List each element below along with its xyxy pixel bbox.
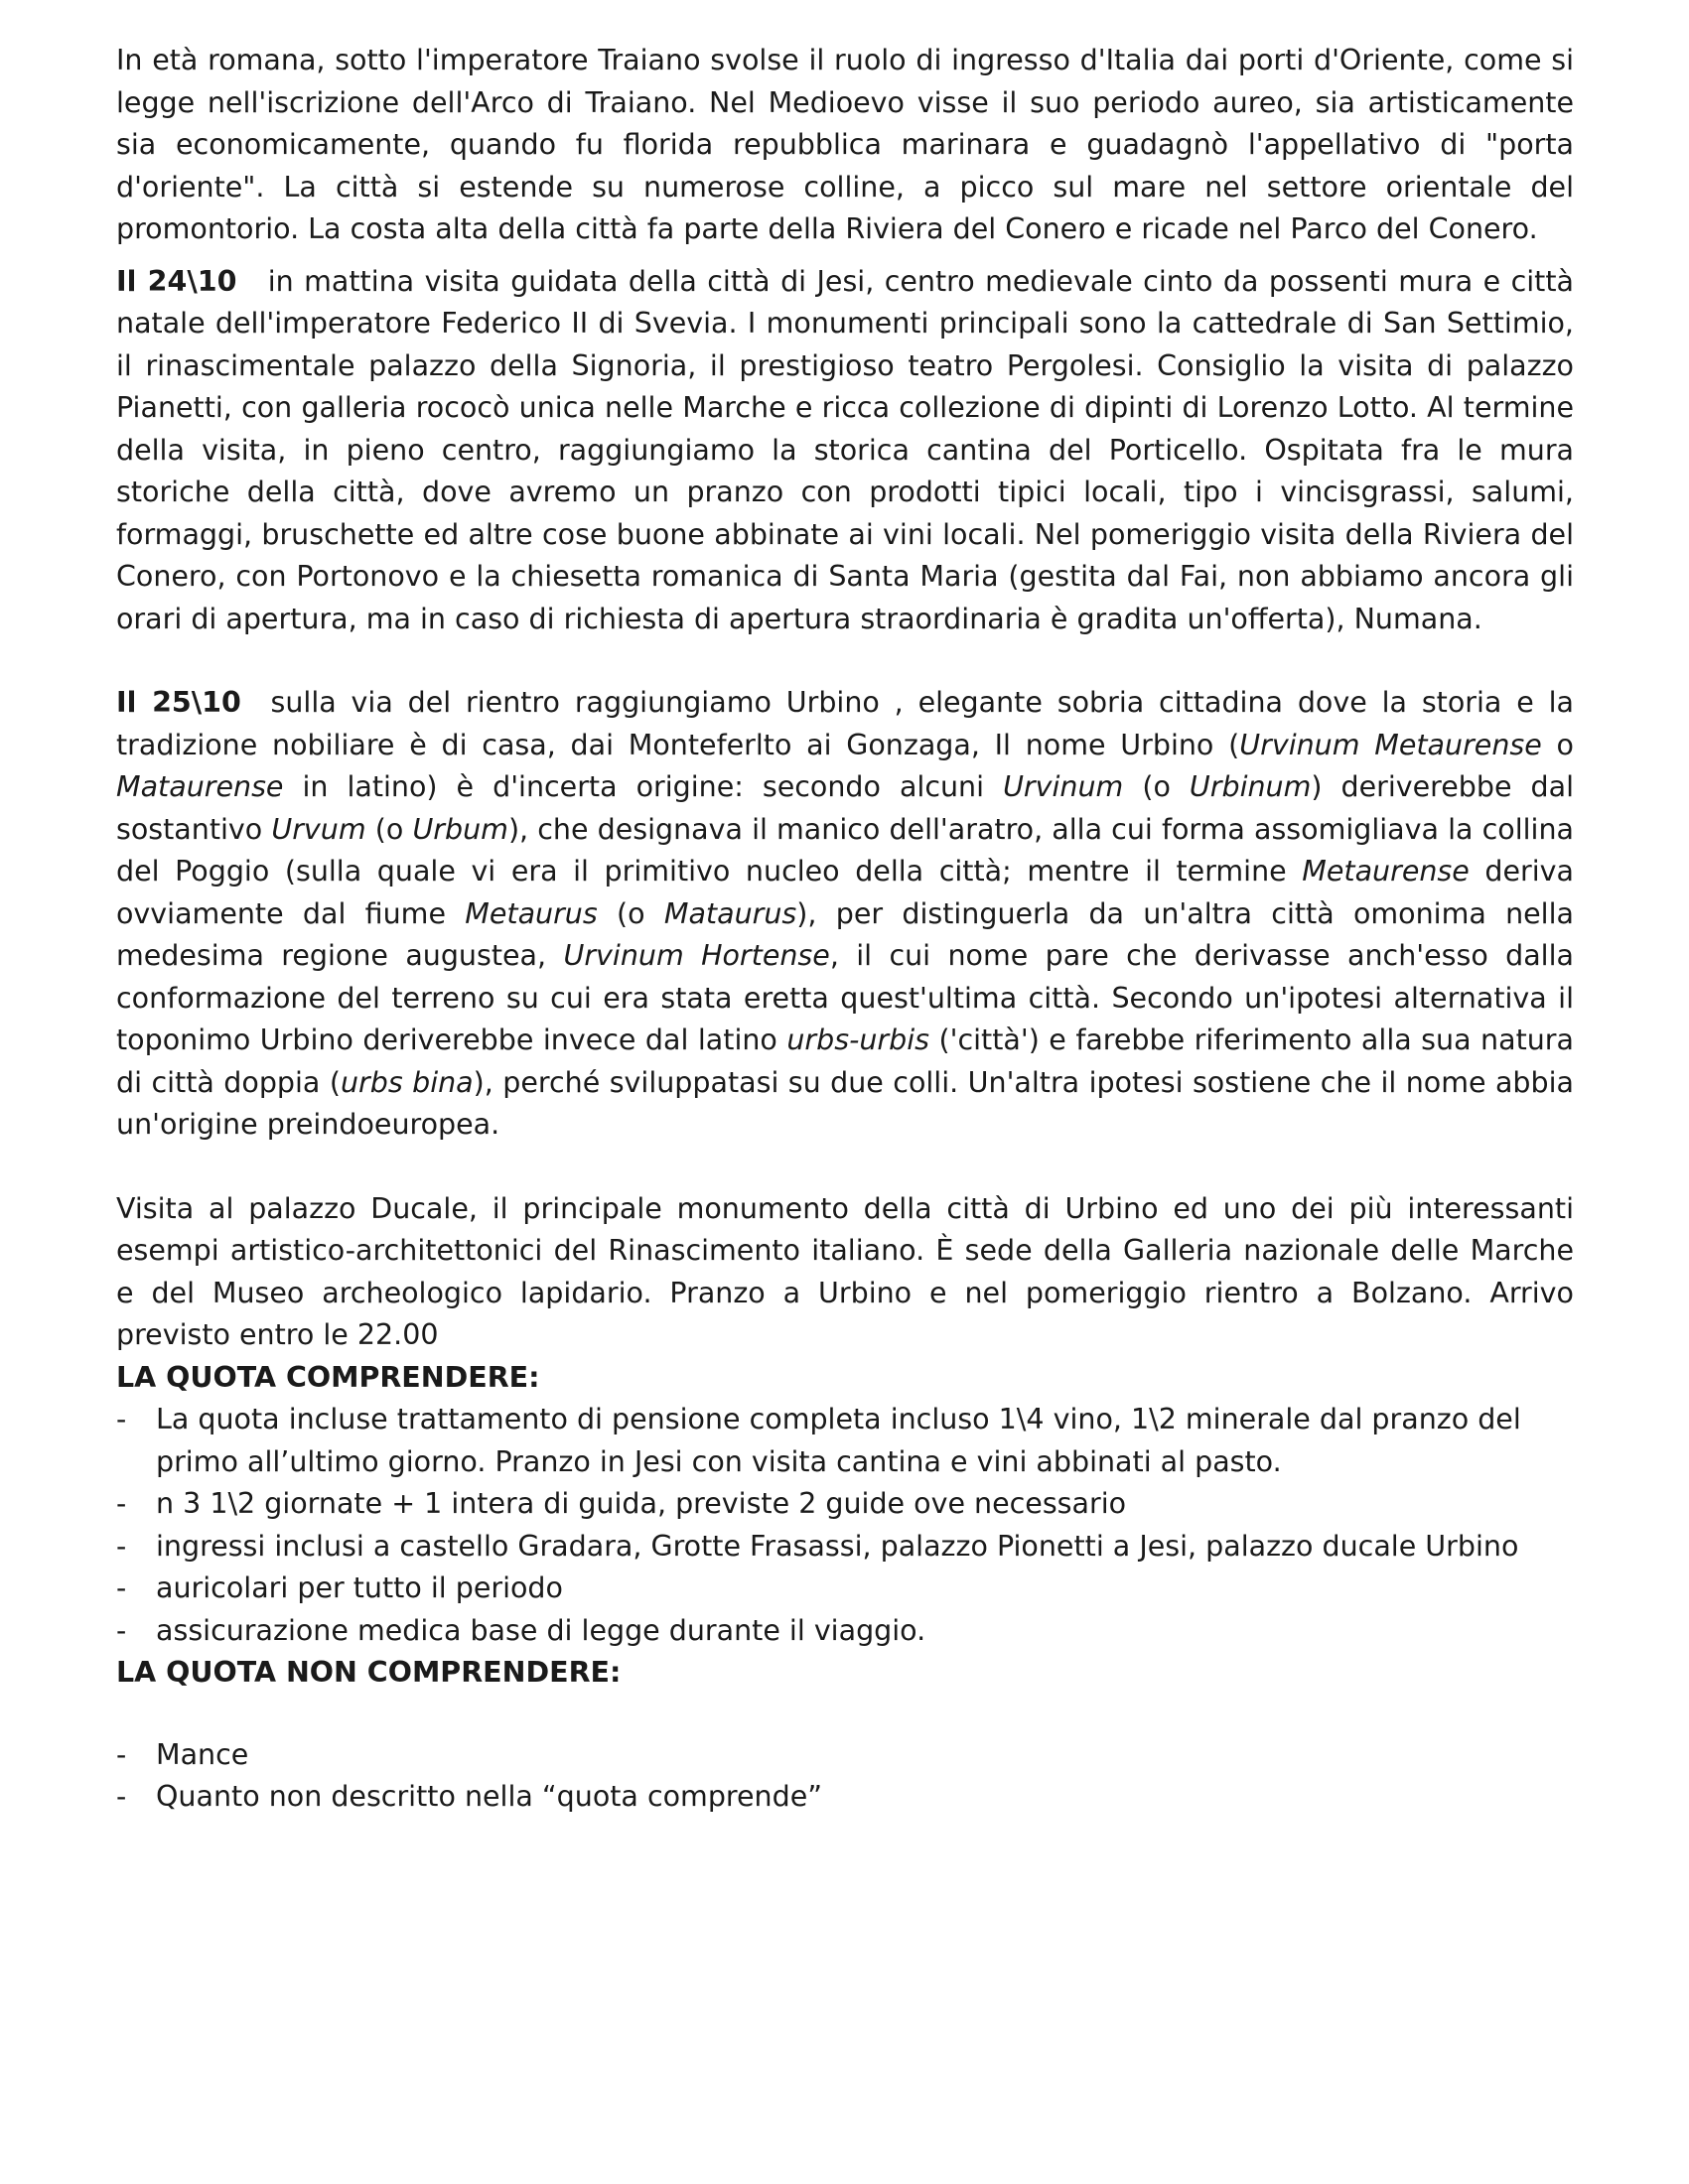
day-25-text-7: ), che designava il manico dell'aratro, alla cui forma assomigliava la collina del Poggio (sulla quale vi era il primitivo nucleo della città; mentre il termine [116,812,1574,887]
day-25-italic-12: urbs bina [340,1065,474,1099]
day-25-paragraph [116,682,1574,1147]
day-25-text-6: (o [365,812,413,846]
list-item-text: ingressi inclusi a castello Gradara, Grotte Frasassi, palazzo Pionetti a Jesi, palazzo ducale Urbino [156,1529,1519,1563]
list-item-text: Mance [156,1737,249,1771]
list-item-text: La quota incluse trattamento di pensione completa incluso 1\4 vino, 1\2 minerale dal pranzo del primo all’ultimo giorno. Pranzo in Jesi con visita cantina e vini abbinati al pasto. [156,1403,1521,1478]
day-25-text-3: in latino) è d'incerta origine: secondo alcuni [283,770,1004,803]
day-25-italic-2: Mataurense [116,770,284,803]
day-25-text-2: o [1541,728,1574,761]
day-25-text-4: (o [1123,770,1190,803]
ducale-paragraph: Visita al palazzo Ducale, il principale monumento della città di Urbino ed uno dei più interessanti esempi artistico-architettonici del Rinascimento italiano. È sede della Galleria nazionale delle Marche e del Museo archeologico lapidario. Pranzo a Urbino e nel pomeriggio rientro a Bolzano. Arrivo previsto entro le 22.00 [116,1191,1574,1351]
day-25-italic-1: Urvinum Metaurense [1239,728,1542,761]
intro-paragraph: In età romana, sotto l'imperatore Traiano svolse il ruolo di ingresso d'Italia dai porti d'Oriente, come si legge nell'iscrizione dell'Arco di Traiano. Nel Medioevo visse il suo periodo aureo, sia artisticamente sia economicamente, quando fu florida repubblica marinara e guadagnò l'appellativo di "porta d'oriente". La città si estende su numerose colline, a picco sul mare nel settore orientale del promontorio. La costa alta della città fa parte della Riviera del Conero e ricade nel Parco del Conero. [116,44,1574,245]
dash-marker: - [116,1529,127,1563]
day-25-italic-5: Urvum [271,812,366,846]
excluded-list [116,1734,1574,1819]
day-25-italic-4: Urbinum [1189,770,1312,803]
excluded-heading: LA QUOTA NON COMPRENDERE: [116,1656,622,1689]
day-25-text-13: ), perché sviluppatasi su due colli. Un'altra ipotesi sostiene che il nome abbia un'origine preindoeuropea. [116,1065,1574,1141]
list-item [116,1734,1574,1777]
list-item [116,1776,1574,1819]
list-item-text: Quanto non descritto nella “quota comprende” [156,1780,822,1813]
list-item [116,1568,1574,1610]
dash-marker: - [116,1613,127,1647]
list-item-text: n 3 1\2 giornate + 1 intera di guida, previste 2 guide ove necessario [156,1487,1127,1520]
day-25-text-10: ), per distinguerla da un'altra città omonima nella medesima regione augustea, [116,896,1574,972]
day-25-text-11: , il cui nome pare che derivasse anch'esso dalla conformazione del terreno su cui era stata eretta quest'ultima città. Secondo un'ipotesi alternativa il toponimo Urbino deriverebbe invece dal latino [116,939,1574,1056]
dash-marker: - [116,1780,127,1813]
day-25-text-1: sulla via del rientro raggiungiamo Urbino , elegante sobria cittadina dove la storia e la tradizione nobiliare è di casa, dai Monteferlto ai Gonzaga, Il nome Urbino ( [116,686,1574,761]
day-25-italic-11: urbs-urbis [786,1024,930,1056]
dash-marker: - [116,1737,127,1771]
day-25-text-8: deriva ovviamente dal fiume [116,855,1574,930]
day-25-text-9: (o [597,896,664,930]
day-25-italic-6: Urbum [412,812,508,846]
list-item-text: auricolari per tutto il periodo [156,1571,563,1604]
day-24-text: in mattina visita guidata della città di Jesi, centro medievale cinto da possenti mura e città natale dell'imperatore Federico II di Svevia. I monumenti principali sono la cattedrale di San Settimio, il rinascimentale palazzo della Signoria, il prestigioso teatro Pergolesi. Consiglio la visita di palazzo Pianetti, con galleria rococò unica nelle Marche e ricca collezione di dipinti di Lorenzo Lotto. Al termine della visita, in pieno centro, raggiungiamo la storica cantina del Porticello. Ospitata fra le mura storiche della città, dove avremo un pranzo con prodotti tipici locali, tipo i vincisgrassi, salumi, formaggi, bruschette ed altre cose buone abbinate ai vini locali. Nel pomeriggio visita della Riviera del Conero, con Portonovo e la chiesetta romanica di Santa Maria (gestita dal Fai, non abbiamo ancora gli orari di apertura, ma in caso di richiesta di apertura straordinaria è gradita un'offerta), Numana. [116,264,1574,635]
day-25-text-5: ) deriverebbe dal sostantivo [116,770,1574,846]
day-25-italic-8: Metaurus [465,896,598,930]
day-25-text-12: ('città') e farebbe riferimento alla sua natura di città doppia ( [116,1024,1574,1099]
day-24-paragraph [116,261,1574,641]
day-25-italic-9: Mataurus [663,896,797,930]
day-25-italic-3: Urvinum [1003,770,1124,803]
day-25-label: Il 25\10 [116,686,241,719]
list-item [116,1610,1574,1653]
list-item [116,1399,1574,1483]
document-page [116,40,1574,1819]
list-item [116,1526,1574,1569]
day-25-italic-10: Urvinum Hortense [563,939,830,972]
included-list [116,1399,1574,1652]
list-item-text: assicurazione medica base di legge durante il viaggio. [156,1613,926,1647]
dash-marker: - [116,1487,127,1520]
dash-marker: - [116,1571,127,1604]
dash-marker: - [116,1403,127,1435]
included-heading: LA QUOTA COMPRENDERE: [116,1360,540,1394]
day-24-label: Il 24\10 [116,264,237,298]
list-item [116,1483,1574,1526]
day-25-italic-7: Metaurense [1302,855,1470,887]
